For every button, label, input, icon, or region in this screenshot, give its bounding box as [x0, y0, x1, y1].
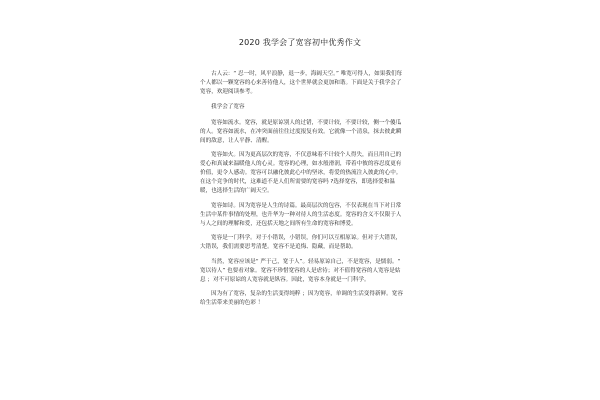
- paragraph-poem: 宽容如诗。因为宽容是人生的诗篇。最高层次的包容，不仅表现在当下对日常生活中某件事情的处理，也升华为一种对待人的生活态度。宽容的含义不仅限于人与人之间的理解和爱，还包括天地之间所有生命的宽容和博爱。: [200, 202, 402, 227]
- paragraph-strict-self: 当然，宽容应该是“ 严于己，宽于人”。轻易原谅自己，不是宽容，是懦弱。“ 宽以待人” 也要看对象。宽容不珍惜宽容的人是虐待；对不值得宽容的人宽容是姑息 ；对不可原谅的人宽容就是纵容。因此，宽容本身就是一门科学。: [200, 258, 401, 283]
- paragraph-intro: 古人云：“ 忍一时，风平浪静，退一步，海阔天空。” 唯宽可得人，如果我们每个人都以一颗宽容的心来善待他人，这个世界就会更加和谐。下面是关于我学会了宽容，欢迎阅读参考。: [200, 71, 403, 95]
- paragraph-fire: 宽容如火。因为更高层次的宽容，不仅意味着不计较个人得失，而且用自己的爱心和真诚来温暖他人的心灵。宽容的心理，如水般滑润，带着中彼的容忍度更有价值，更令人感动。宽容可以融化彼此心中的坚冰，将爱的热流注入彼此的心中。在这个竞争的时代，这难道不是人们所需要的宽容吗 ?选择宽容，即选择爱和温暖，也选择生活的广阔天空。: [200, 152, 402, 194]
- document-body: [200, 70, 405, 314]
- paragraph-conclusion: 因为有了宽容，复杂的生活变得纯粹 ；因为宽容，单调的生活变得新鲜。宽容给生活带来美丽的色彩 ！: [200, 291, 403, 306]
- paragraph-water: 宽容如流水。宽容，就是原谅别人的过错，不要计较，不要计较，侧一个傻瓜的人。宽容如流水，在冲突面前往往过度报复有效。它就像一个清泉，抹去彼此瞬间的敌意，让人平静、清醒。: [200, 119, 402, 144]
- section-heading: 我学会了宽容: [211, 103, 245, 110]
- document-title: 2020 我学会了宽容初中优秀作文: [238, 38, 362, 47]
- paragraph-science: 宽容是一门科学。对于小错误，小错误，你们可以互相原谅。但对于大错误，大错误，我们需要思考清楚。宽容不是追悔、隐藏，而是帮助。: [200, 235, 402, 250]
